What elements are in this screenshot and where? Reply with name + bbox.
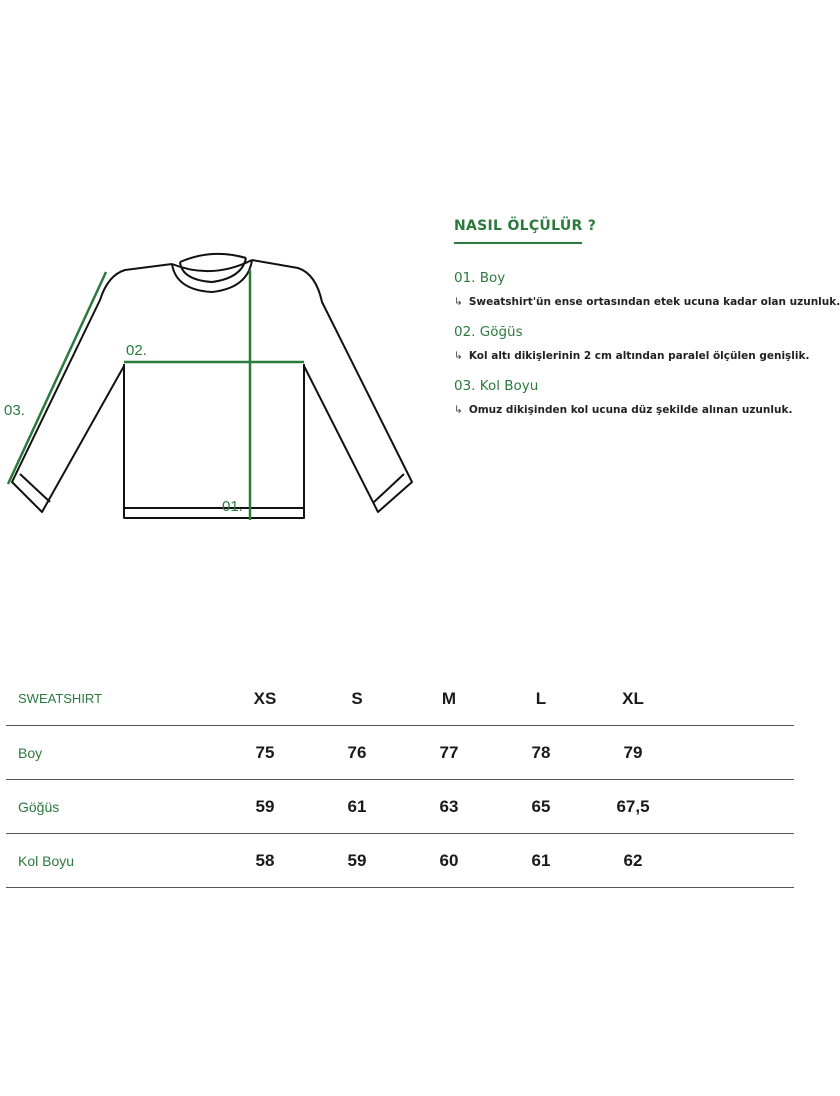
table-cell: 61	[495, 834, 587, 888]
sweatshirt-diagram	[0, 230, 430, 550]
how-to-measure-title: NASIL ÖLÇÜLÜR ?	[454, 218, 597, 234]
size-header: XL	[587, 672, 679, 726]
size-table	[6, 672, 794, 888]
table-cell: 59	[219, 780, 311, 834]
measure-item-length	[454, 270, 840, 308]
measure-title: 03. Kol Boyu	[454, 378, 539, 394]
table-cell: 67,5	[587, 780, 679, 834]
size-header: M	[403, 672, 495, 726]
table-cell: 77	[403, 726, 495, 780]
table-header-row	[6, 672, 794, 726]
label-01: 01.	[222, 498, 243, 515]
table-cell: 61	[311, 780, 403, 834]
label-02: 02.	[126, 342, 147, 359]
row-label: Göğüs	[6, 780, 219, 834]
row-label: Boy	[6, 726, 219, 780]
table-cell: 62	[587, 834, 679, 888]
table-cell: 63	[403, 780, 495, 834]
measure-description: ↳ Omuz dikişinden kol ucuna düz şekilde alınan uzunluk.	[454, 404, 793, 416]
table-row	[6, 726, 794, 780]
measure-description: ↳ Kol altı dikişlerinin 2 cm altından paralel ölçülen genişlik.	[454, 350, 810, 362]
return-arrow-icon: ↳	[454, 404, 463, 416]
table-cell: 76	[311, 726, 403, 780]
table-row	[6, 834, 794, 888]
table-cell: 65	[495, 780, 587, 834]
measure-title: 01. Boy	[454, 270, 506, 286]
return-arrow-icon: ↳	[454, 350, 463, 362]
sweatshirt-outline-icon	[0, 230, 430, 550]
table-cell: 78	[495, 726, 587, 780]
how-to-measure-section	[454, 218, 840, 432]
label-03: 03.	[4, 402, 25, 419]
table-row	[6, 780, 794, 834]
measure-title: 02. Göğüs	[454, 324, 523, 340]
table-cell: 60	[403, 834, 495, 888]
table-cell: 59	[311, 834, 403, 888]
measure-line-sleeve	[8, 272, 106, 484]
size-header: S	[311, 672, 403, 726]
table-header-label: SWEATSHIRT	[6, 672, 219, 726]
measure-item-sleeve	[454, 378, 794, 416]
return-arrow-icon: ↳	[454, 296, 463, 308]
measure-item-chest	[454, 324, 810, 362]
measure-description: ↳ Sweatshirt'ün ense ortasından etek ucuna kadar olan uzunluk.	[454, 296, 840, 308]
table-cell: 79	[587, 726, 679, 780]
size-header: XS	[219, 672, 311, 726]
table-cell: 75	[219, 726, 311, 780]
row-label: Kol Boyu	[6, 834, 219, 888]
size-header: L	[495, 672, 587, 726]
table-cell: 58	[219, 834, 311, 888]
title-underline	[454, 242, 582, 244]
